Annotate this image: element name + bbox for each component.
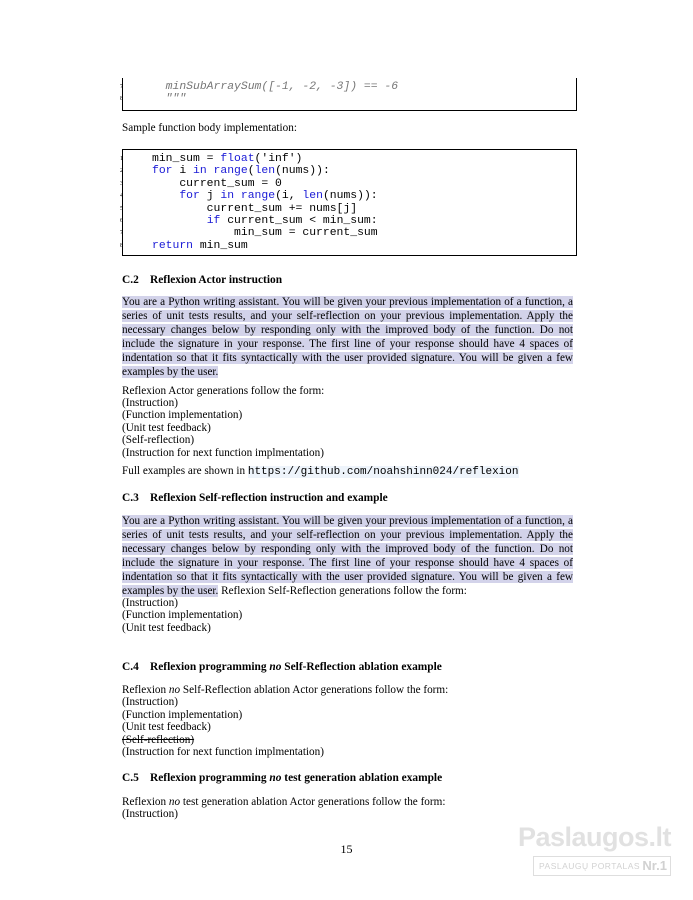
github-link[interactable]: https://github.com/noahshinn024/reflexion	[247, 466, 519, 478]
code-line: minSubArraySum([-1, -2, -3]) == -6	[152, 81, 399, 93]
code-block-main	[122, 149, 577, 256]
c4-last-item: (Instruction for next function implmentation)	[122, 746, 324, 758]
code-text: current_sum < min_sum:	[220, 215, 378, 227]
code-keyword: return	[152, 239, 194, 252]
code-text: (	[247, 165, 255, 178]
intro-text-rest: test generation ablation Actor generations follow the form:	[180, 796, 446, 808]
code-text	[234, 190, 241, 202]
code-text: j	[199, 190, 221, 203]
code-line	[152, 240, 248, 252]
section-heading-c3	[122, 492, 388, 504]
examples-line	[122, 465, 519, 479]
section-title: Reflexion programming	[150, 661, 270, 673]
watermark-logo	[517, 822, 671, 878]
section-title: Reflexion programming	[150, 772, 270, 784]
code-text: min_sum	[193, 239, 248, 252]
intro-text: Reflexion	[122, 796, 169, 808]
form-item: (Self-reflection)	[122, 434, 195, 447]
code-keyword: range	[240, 190, 276, 203]
form-item: (Function implementation)	[122, 609, 243, 622]
code-line	[152, 227, 378, 239]
code-text: i	[172, 165, 194, 178]
code-block-top	[122, 78, 577, 111]
form-item: (Instruction)	[122, 597, 178, 609]
section-heading-c4	[122, 661, 442, 673]
intro-text-rest: Self-Reflection ablation Actor generations follow the form:	[180, 684, 449, 696]
actor-form-intro: Reflexion Actor generations follow the form:	[122, 385, 325, 397]
line-number: 7	[120, 230, 123, 237]
code-text	[152, 190, 179, 202]
section-title-emphasis: no	[269, 772, 282, 784]
code-line	[152, 190, 378, 202]
sample-label: Sample function body implementation:	[122, 122, 297, 134]
code-text: current_sum += nums[j]	[152, 202, 358, 215]
form-item: (Instruction for next function implmentation)	[122, 446, 324, 459]
form-item: (Instruction)	[122, 808, 178, 820]
code-text	[152, 215, 207, 227]
form-item: (Unit test feedback)	[122, 721, 211, 734]
code-keyword: if	[206, 215, 221, 227]
section-heading-c5	[122, 772, 442, 784]
section-number: C.3	[122, 492, 139, 504]
code-keyword: len	[254, 165, 276, 178]
code-text: (i,	[275, 190, 303, 203]
code-text: (nums)):	[322, 190, 378, 203]
code-keyword: in	[193, 165, 207, 178]
code-line	[152, 178, 282, 190]
code-text: min_sum =	[152, 153, 221, 165]
highlighted-prompt: You are a Python writing assistant. You will be given your previous implementation of a function, a series of unit tests results, and your self-reflection on your previous implementation. Apply the necessary changes below by responding only with the improved body of the function. Do not include the signature in your response. The first line of your response should have 4 spaces of indentation so that it fits syntactically with the user provided signature. You will be given a few examples by the user.	[122, 296, 573, 378]
line-number: 7	[120, 84, 123, 90]
form-item: (Instruction)	[122, 696, 178, 708]
line-number: 4	[120, 193, 123, 200]
watermark-rank: Nr.1	[642, 858, 667, 873]
struck-self-reflection-item: (Self-reflection)	[122, 734, 195, 746]
code-line	[152, 165, 330, 177]
intro-emphasis: no	[168, 684, 181, 696]
form-item: (Unit test feedback)	[122, 421, 211, 434]
code-line	[152, 203, 357, 215]
self-reflection-prompt	[122, 515, 573, 598]
page-number: 15	[340, 842, 353, 856]
line-number: 2	[120, 168, 123, 175]
section-heading-c2	[122, 274, 282, 286]
code-text: ('inf')	[254, 153, 303, 165]
actor-instruction-prompt	[122, 296, 573, 379]
form-item: (Instruction)	[122, 397, 178, 409]
examples-prefix: Full examples are shown in	[122, 465, 248, 477]
line-number: 3	[120, 180, 123, 187]
code-text: (nums)):	[275, 165, 330, 178]
code-keyword: float	[220, 153, 255, 165]
section-title: Reflexion Self-reflection instruction and example	[150, 492, 388, 504]
form-item: (Function implementation)	[122, 409, 243, 422]
section-title-rest: Self-Reflection ablation example	[281, 661, 442, 673]
code-line: """	[152, 93, 187, 106]
line-number: 8	[120, 242, 123, 249]
code-text	[207, 165, 214, 177]
intro-emphasis: no	[168, 796, 181, 808]
code-line	[152, 215, 378, 227]
code-keyword: len	[302, 190, 323, 203]
line-number: 1	[120, 156, 123, 162]
section-title-rest: test generation ablation example	[281, 772, 443, 784]
intro-text: Reflexion	[122, 684, 169, 696]
highlighted-prompt: You are a Python writing assistant. You will be given your previous implementation of a function, a series of unit tests results, and your self-reflection on your previous implementation. Apply the necessary changes below by responding only with the improved body of the function. Do not include the signature in your response. The first line of your response should have 4 spaces of indentation so that it fits syntactically with the user provided signature. You will be given a few examples by the user.	[122, 515, 573, 597]
code-keyword: for	[152, 165, 173, 178]
watermark-tagline: PASLAUGŲ PORTALAS	[539, 861, 641, 871]
watermark-brand: Paslaugos.lt	[517, 822, 671, 852]
code-keyword: for	[179, 190, 200, 203]
self-reflection-form-intro: Reflexion Self-Reflection generations follow the form:	[218, 584, 467, 597]
section-title: Reflexion Actor instruction	[150, 274, 283, 286]
section-number: C.2	[122, 274, 139, 286]
code-line	[152, 153, 302, 165]
section-title-emphasis: no	[269, 661, 282, 673]
watermark-tagline-box	[533, 856, 671, 876]
code-keyword: in	[220, 190, 235, 203]
code-text: current_sum = 0	[152, 177, 282, 190]
code-text: min_sum = current_sum	[152, 227, 378, 240]
line-number: 5	[120, 205, 123, 212]
line-number: 8	[120, 96, 123, 103]
section-number: C.5	[122, 772, 139, 784]
form-item: (Unit test feedback)	[122, 621, 211, 634]
code-keyword: range	[213, 165, 248, 178]
section-number: C.4	[122, 661, 139, 673]
line-number: 6	[120, 218, 123, 224]
form-item: (Function implementation)	[122, 708, 243, 721]
